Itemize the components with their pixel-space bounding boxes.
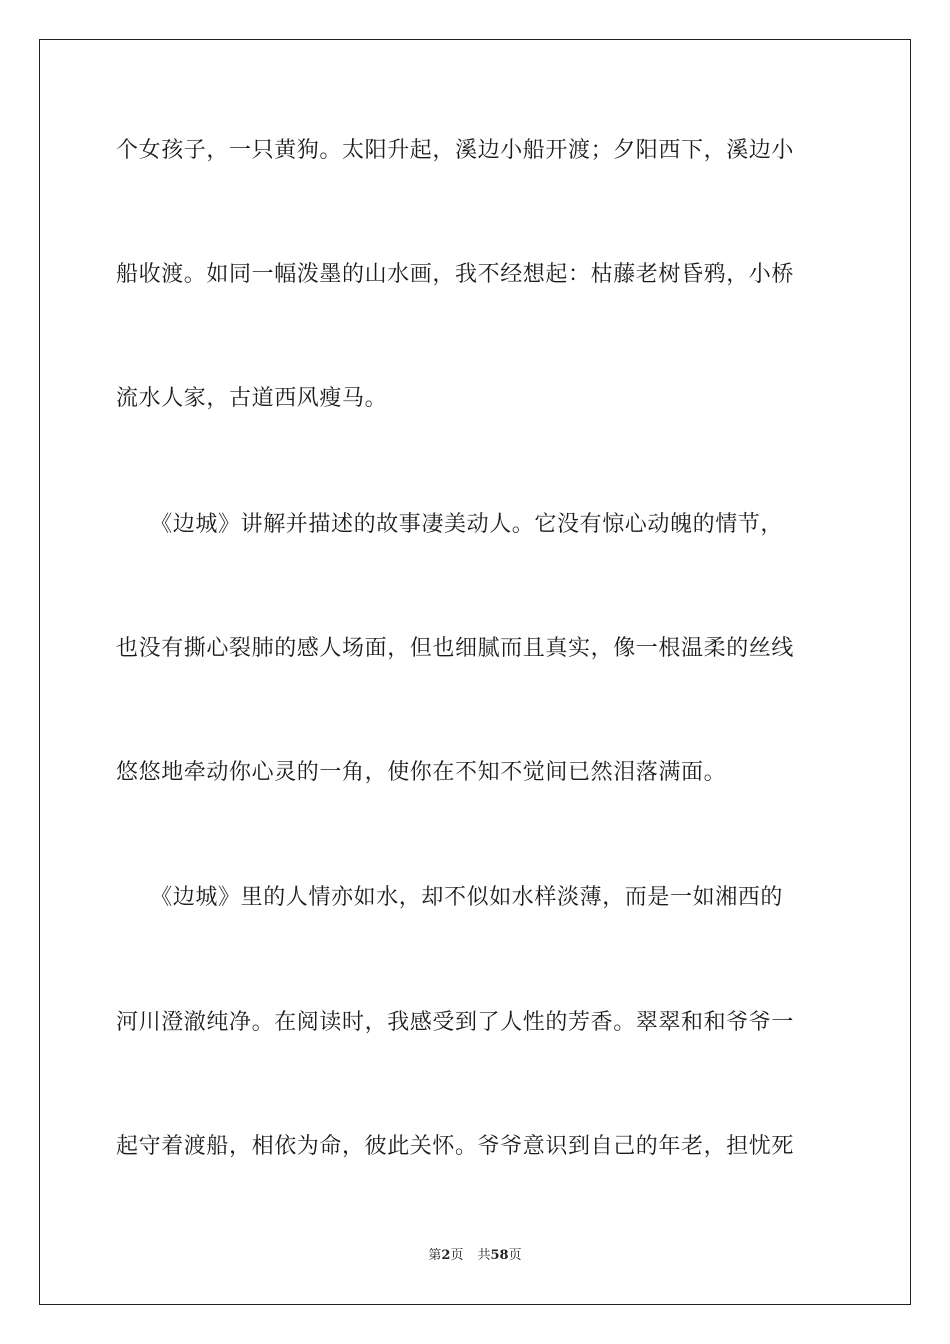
body-line-3: 流水人家，古道西风瘦马。 (116, 386, 388, 411)
page-border (39, 39, 911, 1305)
body-line-5: 也没有撕心裂肺的感人场面，但也细腻而且真实，像一根温柔的丝线 (116, 636, 795, 661)
body-line-4: 《边城》讲解并描述的故事凄美动人。它没有惊心动魄的情节， (116, 512, 784, 537)
page-suffix: 页 (450, 1248, 464, 1263)
page-number: 2 (441, 1248, 451, 1263)
total-pages: 58 (490, 1248, 509, 1263)
body-line-1: 个女孩子，一只黄狗。太阳升起，溪边小船开渡；夕阳西下，溪边小 (116, 138, 795, 163)
page-footer (0, 1244, 950, 1263)
total-suffix: 页 (508, 1248, 522, 1263)
body-line-9: 起守着渡船，相依为命，彼此关怀。爷爷意识到自己的年老，担忧死 (116, 1134, 795, 1159)
total-prefix: 共 (477, 1248, 491, 1263)
body-line-6: 悠悠地牵动你心灵的一角，使你在不知不觉间已然泪落满面。 (116, 760, 727, 785)
body-line-2: 船收渡。如同一幅泼墨的山水画，我不经想起：枯藤老树昏鸦，小桥 (116, 262, 795, 287)
body-line-8: 河川澄澈纯净。在阅读时，我感受到了人性的芳香。翠翠和和爷爷一 (116, 1010, 795, 1035)
body-line-7: 《边城》里的人情亦如水，却不似如水样淡薄，而是一如湘西的 (116, 885, 784, 910)
page-prefix: 第 (428, 1248, 442, 1263)
